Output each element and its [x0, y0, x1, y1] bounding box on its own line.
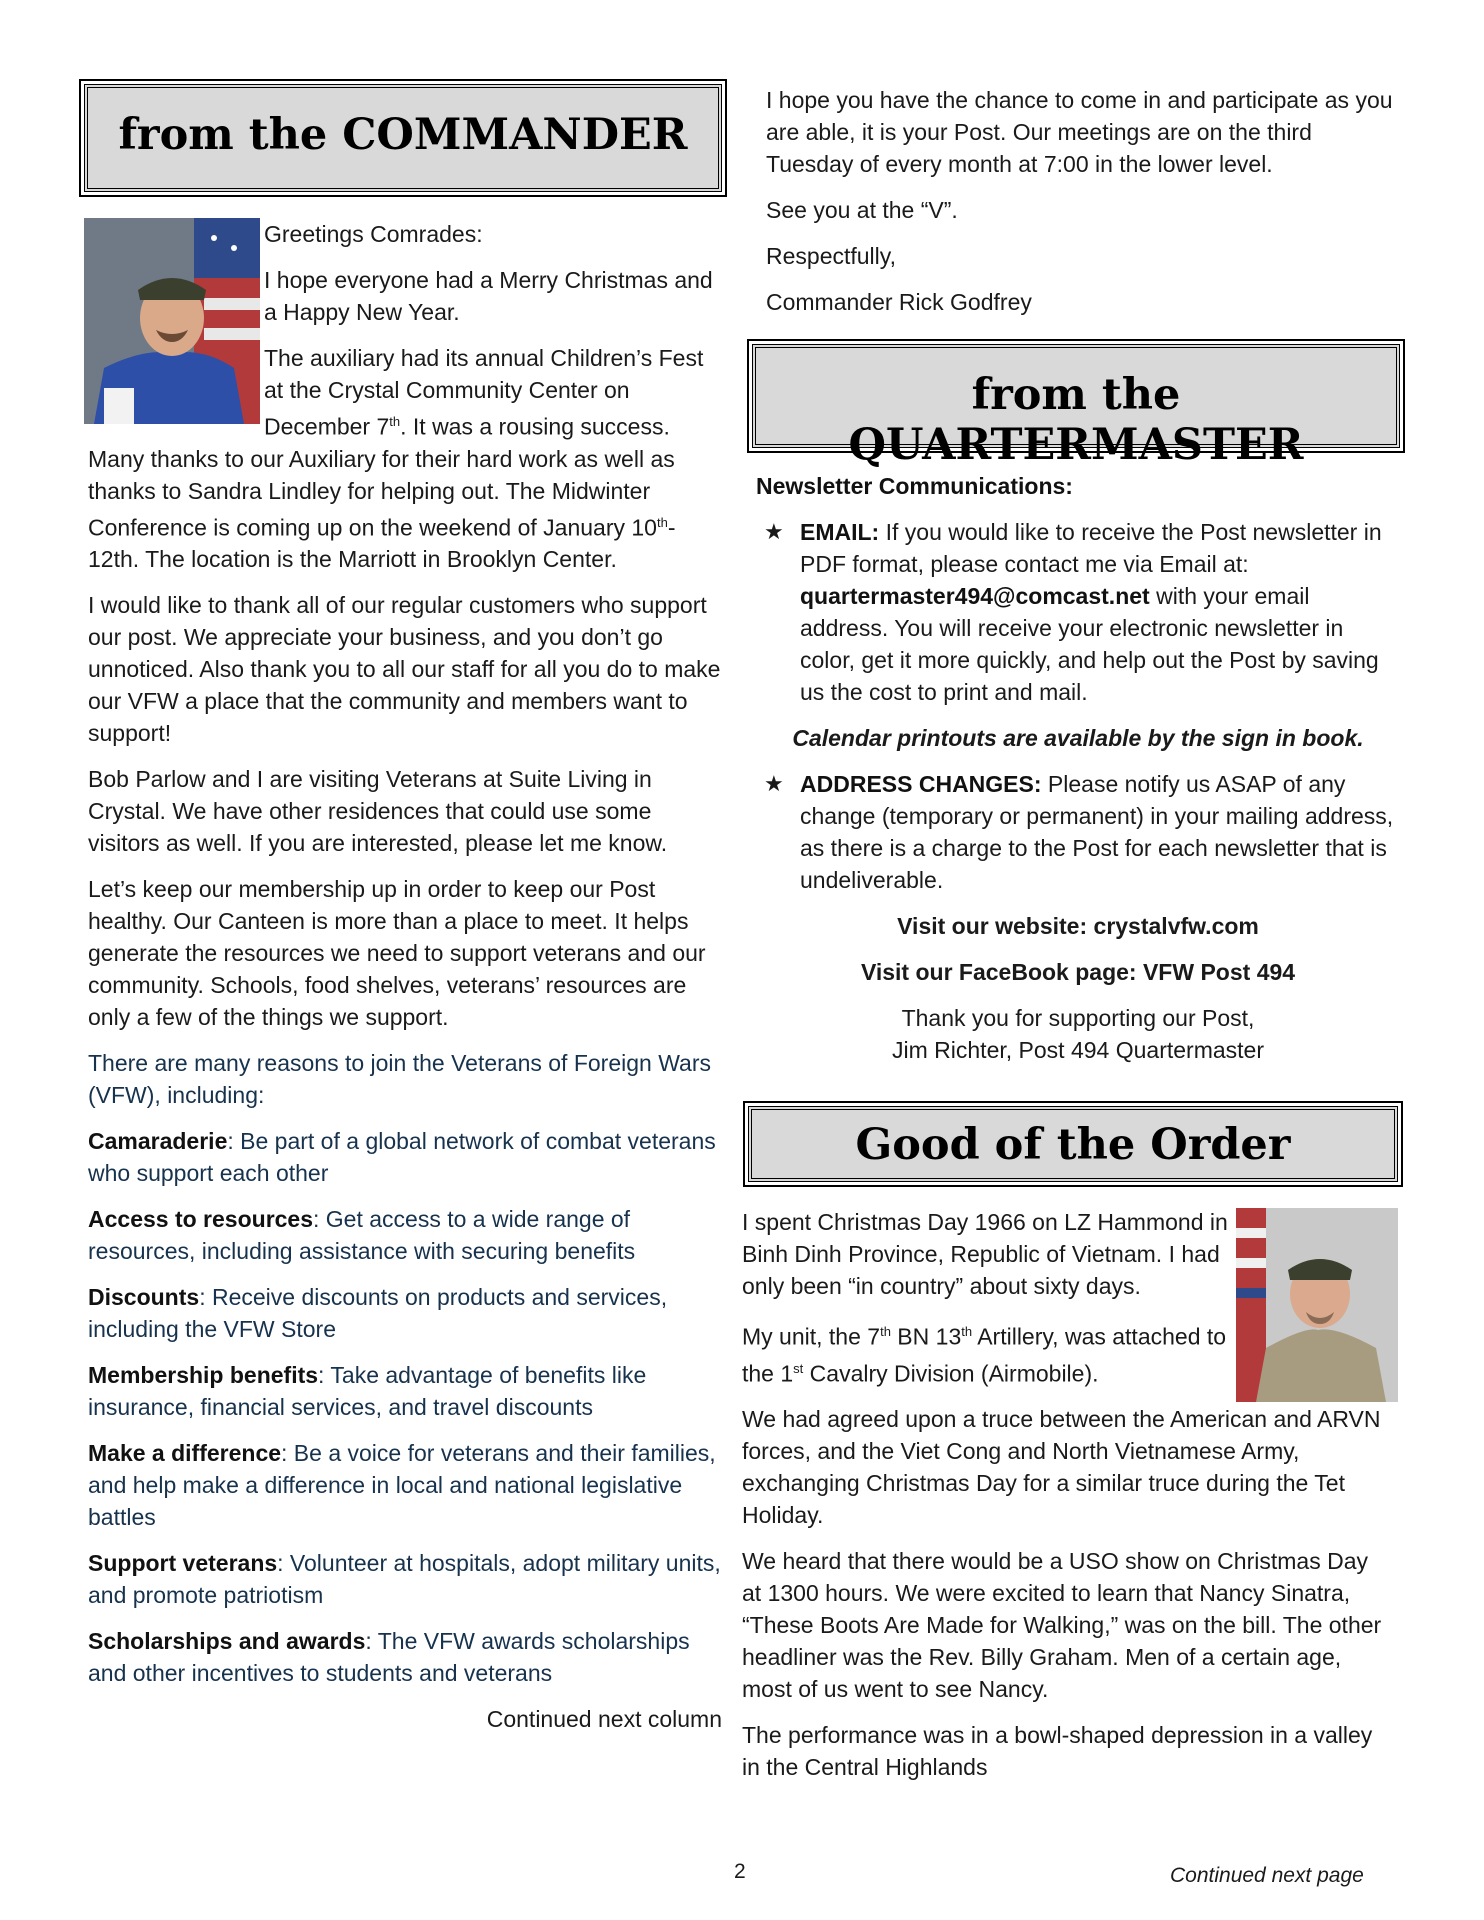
qm-signature: Jim Richter, Post 494 Quartermaster: [892, 1037, 1264, 1063]
good-order-paragraph-4: We heard that there would be a USO show on Christmas Day at 1300 hours. We were excited to learn that Nancy Sinatra, “These Boots Are Made for Walking,” was on the bill. The other headliner was the Rev. Billy Graham. Men of a certain age, most of us went to see Nancy.: [742, 1548, 1382, 1703]
calendar-note: Calendar printouts are available by the sign in book.: [792, 725, 1364, 751]
commander-column: [84, 84, 722, 1749]
quartermaster-body: [742, 470, 1400, 1066]
star-icon: ★: [764, 771, 784, 796]
commander-paragraph-2: The auxiliary had its annual Children’s Fest at the Crystal Community Center on December 7th. It was a rousing success. Many thanks to our Auxiliary for their hard work as well as thanks to Sandra Lindley for helping out. The Midwinter Conference is coming up on the weekend of January 10th-12th. The location is the Marriott in Brooklyn Center.: [88, 345, 704, 573]
reason-item: Make a difference: Be a voice for veterans and their families, and help make a difference in local and national legislative battles: [88, 1440, 716, 1531]
commander-header: [84, 84, 722, 192]
reason-item: Scholarships and awards: The VFW awards scholarships and other incentives to students and veterans: [88, 1628, 690, 1687]
commander-title: from the COMMANDER: [118, 110, 688, 160]
continued-next-page: Continued next page: [1170, 1864, 1364, 1887]
commander-signature: Commander Rick Godfrey: [766, 289, 1032, 315]
continued-next-column: Continued next column: [486, 1706, 722, 1733]
page-number: 2: [734, 1860, 746, 1883]
reasons-intro: There are many reasons to join the Veterans of Foreign Wars (VFW), including:: [88, 1050, 712, 1109]
reason-item: Discounts: Receive discounts on products and services, including the VFW Store: [88, 1284, 668, 1343]
good-order-body: [742, 1206, 1400, 1783]
commander-paragraph-3: I would like to thank all of our regular customers who support our post. We appreciate your business, and you don’t go unnoticed. Also thank you to all our staff for all you do to make our VFW a place that the community and members want to support!: [88, 592, 721, 747]
commander-see-you: See you at the “V”.: [766, 197, 958, 223]
good-order-paragraph-1: I spent Christmas Day 1966 on LZ Hammond in Binh Dinh Province, Republic of Vietnam. I had only been “in country” about sixty days.: [742, 1209, 1228, 1299]
good-order-paragraph-5: The performance was in a bowl-shaped depression in a valley in the Central Highlands: [742, 1722, 1373, 1781]
newsletter-subhead: Newsletter Communications:: [756, 473, 1073, 499]
good-order-title: Good of the Order: [855, 1120, 1291, 1170]
qm-thanks: Thank you for supporting our Post,: [901, 1005, 1255, 1031]
reason-item: Support veterans: Volunteer at hospitals, adopt military units, and promote patriotism: [88, 1550, 721, 1609]
commander-closing: Respectfully,: [766, 243, 896, 269]
reason-item: Camaraderie: Be part of a global network of combat veterans who support each other: [88, 1128, 716, 1187]
reasons-list: [84, 1125, 722, 1689]
quartermaster-header: [752, 344, 1400, 470]
commander-continuation: [742, 84, 1400, 318]
quartermaster-title: from the QUARTERMASTER: [848, 370, 1304, 470]
email-address[interactable]: quartermaster494@comcast.net: [800, 583, 1150, 609]
right-column: [742, 84, 1400, 1797]
reason-item: Access to resources: Get access to a wide range of resources, including assistance with securing benefits: [88, 1206, 636, 1265]
commander-greeting: Greetings Comrades:: [264, 221, 483, 247]
commander-paragraph-1: I hope everyone had a Merry Christmas and a Happy New Year.: [264, 267, 713, 325]
good-order-header: [748, 1106, 1398, 1182]
email-bullet: ★ EMAIL: If you would like to receive the Post newsletter in PDF format, please contact me via Email at: quartermaster494@comcast.net with your email address. You will receive your electronic newsletter in color, get it more quickly, and help out the Post by saving us the cost to print and mail.: [756, 516, 1400, 708]
website-link[interactable]: Visit our website: crystalvfw.com: [897, 913, 1259, 939]
commander-paragraph-4: Bob Parlow and I are visiting Veterans at Suite Living in Crystal. We have other residences that could use some visitors as well. If you are interested, please let me know.: [88, 766, 668, 857]
commander-photo: [84, 218, 260, 424]
commander-body: [84, 218, 722, 1735]
star-icon: ★: [764, 519, 784, 544]
commander-continued-paragraph: I hope you have the chance to come in and participate as you are able, it is your Post. Our meetings are on the third Tuesday of every month at 7:00 in the lower level.: [766, 87, 1393, 177]
reason-item: Membership benefits: Take advantage of benefits like insurance, financial services, and travel discounts: [88, 1362, 647, 1421]
author-photo: [1236, 1208, 1398, 1402]
good-order-paragraph-3: We had agreed upon a truce between the American and ARVN forces, and the Viet Cong and North Vietnamese Army, exchanging Christmas Day for a similar truce during the Tet Holiday.: [742, 1406, 1381, 1529]
good-order-paragraph-2: My unit, the 7th BN 13th Artillery, was attached to the 1st Cavalry Division (Airmobile).: [742, 1323, 1227, 1387]
commander-paragraph-5: Let’s keep our membership up in order to keep our Post healthy. Our Canteen is more than a place to meet. It helps generate the resources we need to support veterans and our community. Schools, food shelves, veterans’ resources are only a few of the things we support.: [88, 876, 706, 1031]
address-bullet: ★ ADDRESS CHANGES: Please notify us ASAP of any change (temporary or permanent) in your mailing address, as there is a charge to the Post for each newsletter that is undeliverable.: [756, 768, 1400, 896]
facebook-link[interactable]: Visit our FaceBook page: VFW Post 494: [860, 959, 1296, 985]
